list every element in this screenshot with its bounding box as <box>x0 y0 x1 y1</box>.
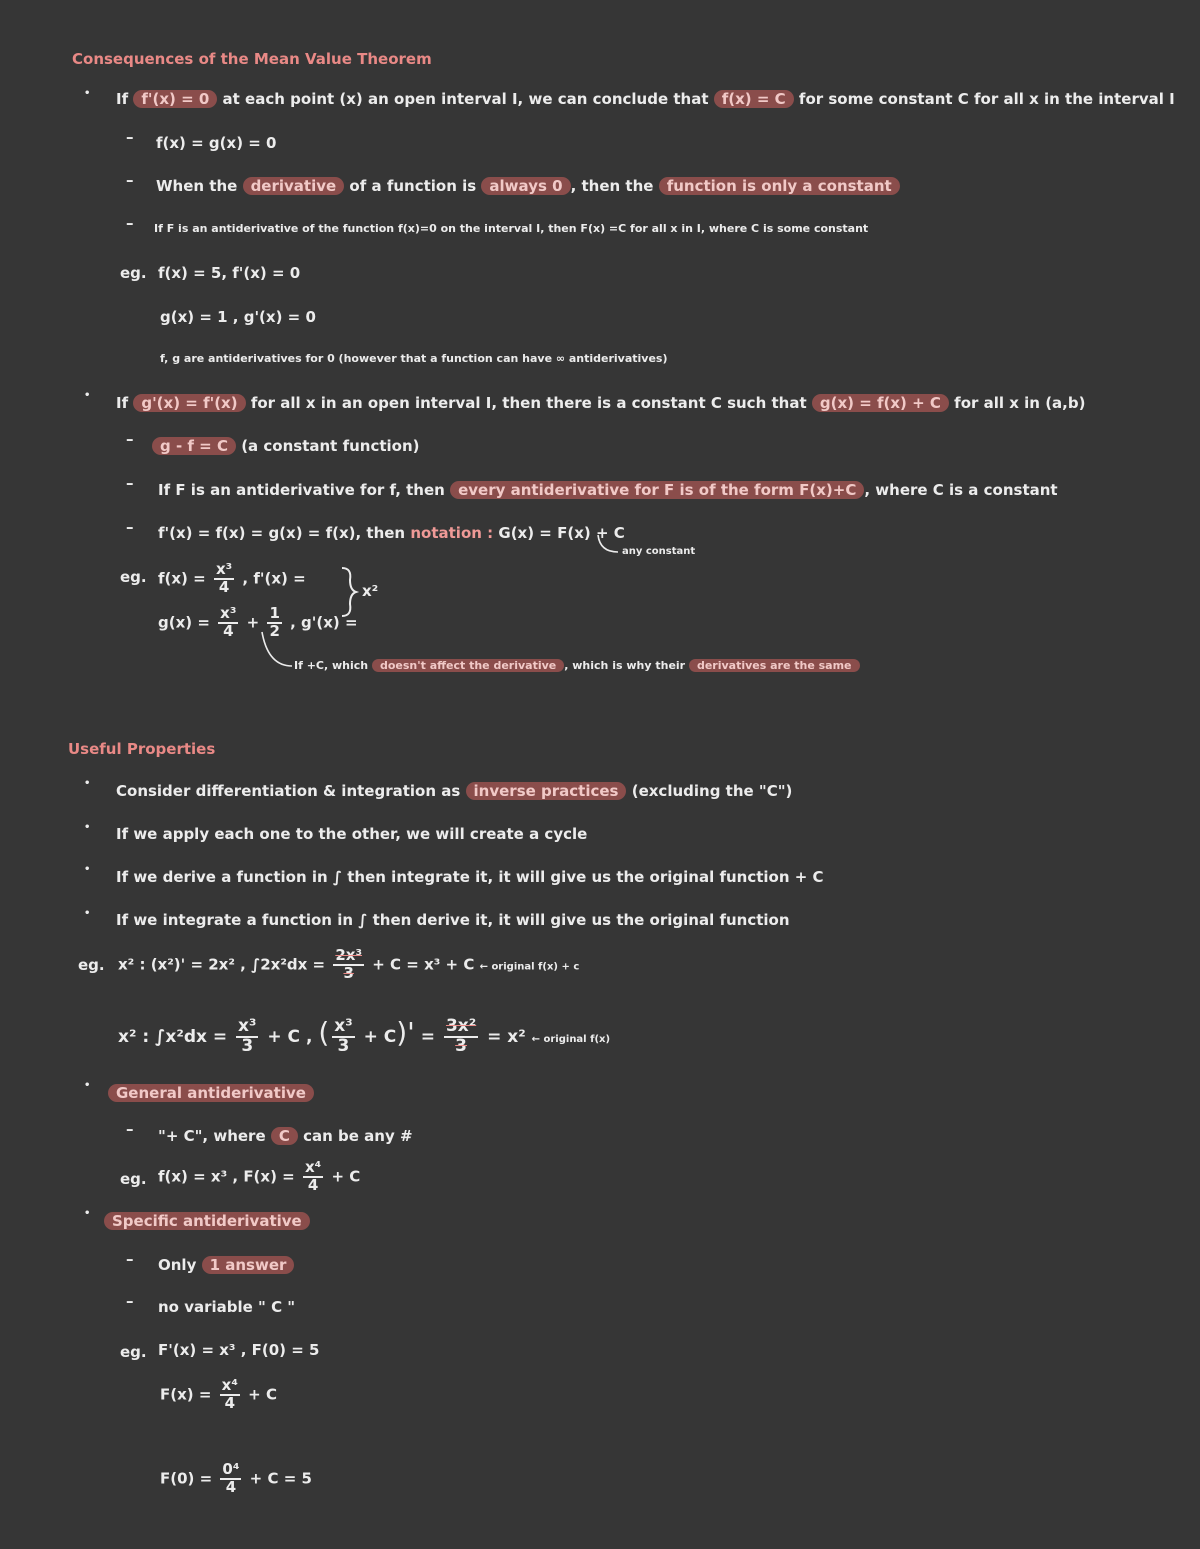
highlight-doesnt-affect: doesn't affect the derivative <box>372 659 564 672</box>
s2-b5a: "+ C", where C can be any # <box>158 1127 413 1145</box>
fraction: $\frac{\text{0⁴}}{4}$ <box>222 1460 240 1496</box>
section2-heading: Useful Properties <box>68 740 216 758</box>
highlight-constant-function: f(x) = C <box>714 90 794 108</box>
s1-b1b: When the derivative of a function is always 0 , then the function is only a constant <box>156 177 900 195</box>
fraction: $\frac{\text{x³}}{3}$ <box>238 1016 257 1056</box>
s2-b6b: no variable " C " <box>158 1298 296 1316</box>
s1-ex2-g: g(x) = $\frac{\text{x³}}{4}$ + $\frac{1}{2}$ , g'(x) = <box>158 604 358 640</box>
example-label: eg. <box>120 1170 147 1188</box>
original-f-note: ← original f(x) <box>531 1034 611 1045</box>
highlight-c: C <box>271 1127 298 1145</box>
dash: – <box>126 1120 134 1138</box>
example-label: eg. <box>120 264 147 282</box>
s1-b1c: If F is an antiderivative of the function f(x)=0 on the interval I, then F(x) =C for all x in I, where C is some constant <box>154 222 869 235</box>
s1-b2b: If F is an antiderivative for f, then every antiderivative for F is of the form F(x)+C , where C is a constant <box>158 481 1058 499</box>
s1-b2c: f'(x) = f(x) = g(x) = f(x), then notation : G(x) = F(x) + C <box>158 524 625 542</box>
highlight-derivative: derivative <box>243 177 345 195</box>
dash: – <box>126 430 134 448</box>
fraction: $\frac{\text{x³}}{4}$ <box>220 604 237 640</box>
highlight-general-antiderivative: General antiderivative <box>108 1084 314 1102</box>
highlight-g-minus-f: g - f = C <box>152 437 236 455</box>
fraction: $\frac{\text{x⁴}}{4}$ <box>304 1158 322 1194</box>
notation-label: notation : <box>410 524 494 542</box>
section1-heading: Consequences of the Mean Value Theorem <box>72 50 432 68</box>
s2-ex4-line1: F'(x) = x³ , F(0) = 5 <box>158 1341 320 1359</box>
fraction: $\frac{\text{x³}}{3}$ <box>334 1016 353 1056</box>
bullet-dot: • <box>84 864 91 875</box>
s2-b6a: Only 1 answer <box>158 1256 294 1274</box>
fraction: $\frac{\text{x³}}{4}$ <box>215 560 233 596</box>
highlight-g-equals-f-plus-c: g(x) = f(x) + C <box>812 394 949 412</box>
highlight-equal-derivatives: g'(x) = f'(x) <box>133 394 245 412</box>
bullet-dot: • <box>84 88 91 99</box>
s1-bullet1: If f'(x) = 0 at each point (x) an open interval I, we can conclude that f(x) = C for some constant C for all x in the interval I <box>116 90 1175 108</box>
s2-ex1: x² : (x²)' = 2x² , ∫2x²dx = $\frac{\text{2x³}}{3}$ + C = x³ + C ← original f(x) + c <box>118 946 580 982</box>
highlight-always-zero: always 0 <box>481 177 570 195</box>
s2-ex3: f(x) = x³ , F(x) = $\frac{\text{x⁴}}{4}$ + C <box>158 1158 361 1194</box>
bullet-dot: • <box>84 778 91 789</box>
s2-ex4-line3: F(0) = $\frac{\text{0⁴}}{4}$ + C = 5 <box>160 1460 312 1496</box>
s2-bullet5 <box>108 1084 314 1102</box>
constant-pointer-line <box>598 535 618 552</box>
bullet-dot: • <box>84 1208 91 1219</box>
s2-ex2: x² : ∫x²dx = $\frac{\text{x³}}{3}$ + C , ( $\frac{\text{x³}}{3}$ + C)' = $\frac{\text{3x²}}{3}$ = x² ← original f(x) <box>118 1016 611 1056</box>
brace-result: x² <box>362 582 379 600</box>
s1-ex1-line3: f, g are antiderivatives for 0 (however that a function can have ∞ antiderivatives) <box>160 352 668 365</box>
s2-ex4-line2: F(x) = $\frac{\text{x⁴}}{4}$ + C <box>160 1376 277 1412</box>
highlight-inverse-practices: inverse practices <box>466 782 627 800</box>
highlight-derivative-zero: f'(x) = 0 <box>133 90 217 108</box>
s1-b2a: g - f = C (a constant function) <box>152 437 420 455</box>
example-label: eg. <box>120 1343 147 1361</box>
s2-bullet1: Consider differentiation & integration as inverse practices (excluding the "C") <box>116 782 793 800</box>
any-constant-note: any constant <box>622 546 696 557</box>
dash: – <box>126 518 134 536</box>
s2-bullet2: If we apply each one to the other, we will create a cycle <box>116 825 588 843</box>
fraction: $\frac{\text{x⁴}}{4}$ <box>221 1376 238 1412</box>
s1-ex1-line1: f(x) = 5, f'(x) = 0 <box>158 264 301 282</box>
bullet-dot: • <box>84 1080 91 1091</box>
dash: – <box>126 1250 134 1268</box>
dash: – <box>126 214 134 232</box>
dash: – <box>126 171 134 189</box>
bullet-dot: • <box>84 822 91 833</box>
bullet-dot: • <box>84 908 91 919</box>
highlight-same-derivatives: derivatives are the same <box>689 659 860 672</box>
highlight-one-answer: 1 answer <box>202 1256 295 1274</box>
highlight-specific-antiderivative: Specific antiderivative <box>104 1212 310 1230</box>
fraction: $\frac{\text{2x³}}{3}$ <box>335 946 363 982</box>
s1-ex2-f: f(x) = $\frac{\text{x³}}{4}$ , f'(x) = <box>158 560 306 596</box>
s1-ex1-line2: g(x) = 1 , g'(x) = 0 <box>160 308 316 326</box>
highlight-only-constant: function is only a constant <box>659 177 900 195</box>
example-label: eg. <box>78 956 105 974</box>
s2-bullet6 <box>104 1212 310 1230</box>
dash: – <box>126 474 134 492</box>
s2-bullet4: If we integrate a function in ∫ then derive it, it will give us the original function <box>116 911 790 929</box>
dash: – <box>126 1292 134 1310</box>
s1-bullet2: If g'(x) = f'(x) for all x in an open interval I, then there is a constant C such that g(x) = f(x) + C for all x in (a,b) <box>116 394 1086 412</box>
original-fc-note: ← original f(x) + c <box>479 961 580 973</box>
bullet-dot: • <box>84 390 91 401</box>
fraction: $\frac{\text{3x²}}{3}$ <box>445 1016 477 1056</box>
fraction: $\frac{1}{2}$ <box>269 604 280 640</box>
example-label: eg. <box>120 568 147 586</box>
s1-b1a: f(x) = g(x) = 0 <box>156 134 277 152</box>
s2-bullet3: If we derive a function in ∫ then integrate it, it will give us the original function + C <box>116 868 824 886</box>
dash: – <box>126 128 134 146</box>
s1-ex2-note: If +C, which doesn't affect the derivative , which is why their derivatives are the same <box>294 659 860 672</box>
highlight-every-antiderivative: every antiderivative for F is of the form F(x)+C <box>450 481 864 499</box>
